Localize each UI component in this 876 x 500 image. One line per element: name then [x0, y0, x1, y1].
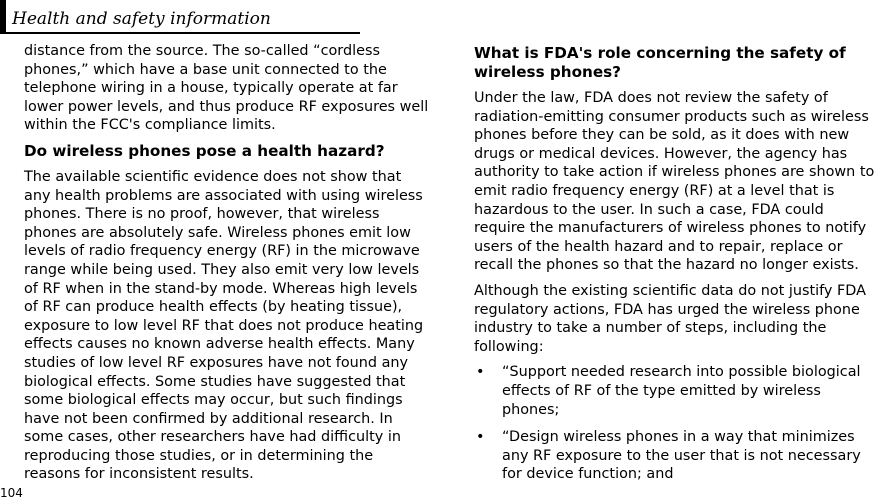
section-heading-health-hazard: Do wireless phones pose a health hazard? — [24, 141, 385, 160]
left-column — [24, 42, 430, 491]
right-column — [474, 44, 876, 493]
list-item-text: “Support needed research into possible biological effects of RF of the type emitted by wireless phones; — [502, 364, 861, 418]
bullet-icon: • — [476, 429, 485, 446]
page-header — [0, 0, 876, 40]
bullet-icon: • — [476, 364, 485, 381]
fda-role-paragraph-2: Although the existing scientific data do not justify FDA regulatory actions, FDA has urged the wireless phone industry to take a number of steps, including the following: — [474, 282, 866, 355]
header-rule — [0, 32, 360, 34]
fda-steps-list — [474, 363, 876, 484]
fda-role-paragraph-1: Under the law, FDA does not review the safety of radiation-emitting consumer products such as wireless phones before they can be sold, as it does with new drugs or medical devices. However, the agency has authority to take action if wireless phones are shown to emit radio frequency energy (RF) at a level that is hazardous to the user. In such a case, FDA could require the manufacturers of wireless phones to notify users of the health hazard and to repair, replace or recall the phones so that the hazard no longer exists. — [474, 90, 875, 274]
intro-paragraph: distance from the source. The so-called “cordless phones,” which have a base unit connected to the telephone wiring in a house, typically operate at far lower power levels, and thus produce RF exposures well within the FCC's compliance limits. — [24, 43, 429, 134]
list-item — [474, 363, 876, 419]
health-hazard-paragraph: The available scientific evidence does not show that any health problems are associated with using wireless phones. There is no proof, however, that wireless phones are absolutely safe. Wireless phones emit low levels of radio frequency energy (RF) in the microwave range while being used. They also emit very low levels of RF when in the stand-by mode. Whereas high levels of RF can produce health effects (by heating tissue), exposure to low level RF that does not produce heating effects causes no known adverse health effects. Many studies of low level RF exposures have not found any biological effects. Some studies have suggested that some biological effects may occur, but such findings have not been confirmed by additional research. In some cases, other researchers have had difficulty in reproducing those studies, or in determining the reasons for inconsistent results. — [24, 168, 424, 483]
page-number: 104 — [0, 486, 23, 500]
list-item — [474, 428, 876, 484]
page-header-title: Health and safety information — [12, 9, 271, 29]
list-item-text: “Design wireless phones in a way that minimizes any RF exposure to the user that is not necessary for device function; and — [502, 429, 861, 483]
header-bar — [0, 0, 6, 34]
section-heading-fda-role: What is FDA's role concerning the safety of wireless phones? — [474, 44, 846, 81]
